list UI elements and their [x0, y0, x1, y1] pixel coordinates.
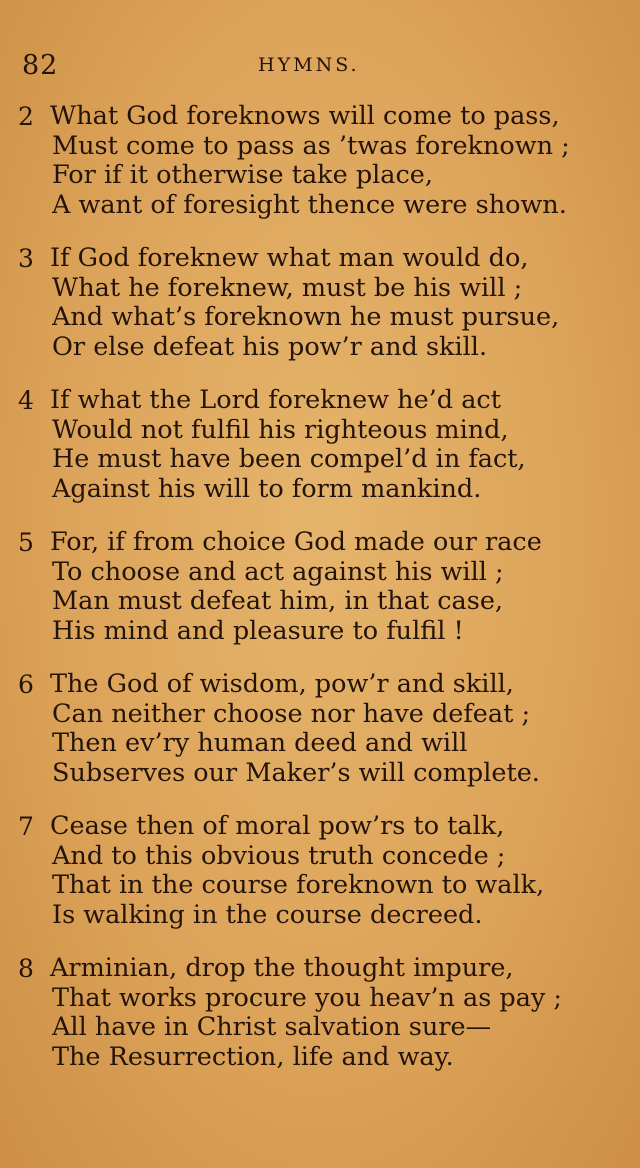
- stanza: [0, 244, 640, 386]
- verse-line: Then ev’ry human deed and will: [52, 728, 468, 758]
- verse-line: Is walking in the course decreed.: [52, 899, 483, 930]
- verse-line: What God foreknows will come to pass,: [50, 101, 560, 131]
- stanza: [0, 954, 640, 1096]
- stanza: [0, 812, 640, 954]
- verse-line: To choose and act against his will ;: [52, 556, 504, 587]
- verse-line: Or else defeat his pow’r and skill.: [52, 331, 488, 362]
- verse-line: And what’s foreknown he must pursue,: [52, 302, 560, 332]
- stanza: [0, 102, 640, 244]
- verse-line: Subserves our Maker’s will complete.: [52, 757, 540, 788]
- verse-line: Man must defeat him, in that case,: [52, 586, 504, 616]
- stanza-number: 8: [18, 954, 34, 983]
- verse-line: Would not fulfil his righteous mind,: [52, 414, 509, 445]
- verse-line: And to this obvious truth concede ;: [52, 840, 506, 871]
- page-header: [0, 50, 640, 80]
- stanza-number: 7: [18, 812, 34, 841]
- verse-line: That works procure you heav’n as pay ;: [52, 982, 563, 1013]
- verse-line: Must come to pass as ’twas foreknown ;: [52, 130, 570, 161]
- page-number: 82: [22, 50, 59, 81]
- stanza-number: 5: [18, 528, 34, 557]
- stanza: [0, 528, 640, 670]
- stanza-number: 3: [18, 244, 34, 273]
- verse-line: His mind and pleasure to fulfil !: [52, 615, 464, 646]
- verse-line: All have in Christ salvation sure—: [52, 1012, 492, 1042]
- verse-line: That in the course foreknown to walk,: [52, 870, 545, 900]
- verse-line: If what the Lord foreknew he’d act: [50, 385, 501, 415]
- verse-line: The Resurrection, life and way.: [52, 1041, 454, 1072]
- verse-line: For if it otherwise take place,: [52, 160, 433, 190]
- stanza-number: 4: [18, 386, 34, 415]
- verse-line: Against his will to form mankind.: [52, 473, 482, 504]
- stanza-number: 6: [18, 670, 34, 699]
- running-head: HYMNS.: [258, 54, 360, 76]
- stanza: [0, 386, 640, 528]
- verse-line: Cease then of moral pow’rs to talk,: [50, 811, 505, 841]
- verse-line: If God foreknew what man would do,: [50, 243, 529, 273]
- verse-line: What he foreknew, must be his will ;: [52, 272, 523, 303]
- verse-line: Arminian, drop the thought impure,: [50, 953, 514, 983]
- verse-line: He must have been compel’d in fact,: [52, 444, 526, 474]
- verse-line: A want of foresight thence were shown.: [52, 189, 567, 220]
- verse-line: For, if from choice God made our race: [50, 527, 542, 557]
- stanza-number: 2: [18, 102, 34, 131]
- hymn-body: [0, 102, 640, 1096]
- verse-line: The God of wisdom, pow’r and skill,: [50, 669, 514, 699]
- stanza: [0, 670, 640, 812]
- verse-line: Can neither choose nor have defeat ;: [52, 698, 531, 729]
